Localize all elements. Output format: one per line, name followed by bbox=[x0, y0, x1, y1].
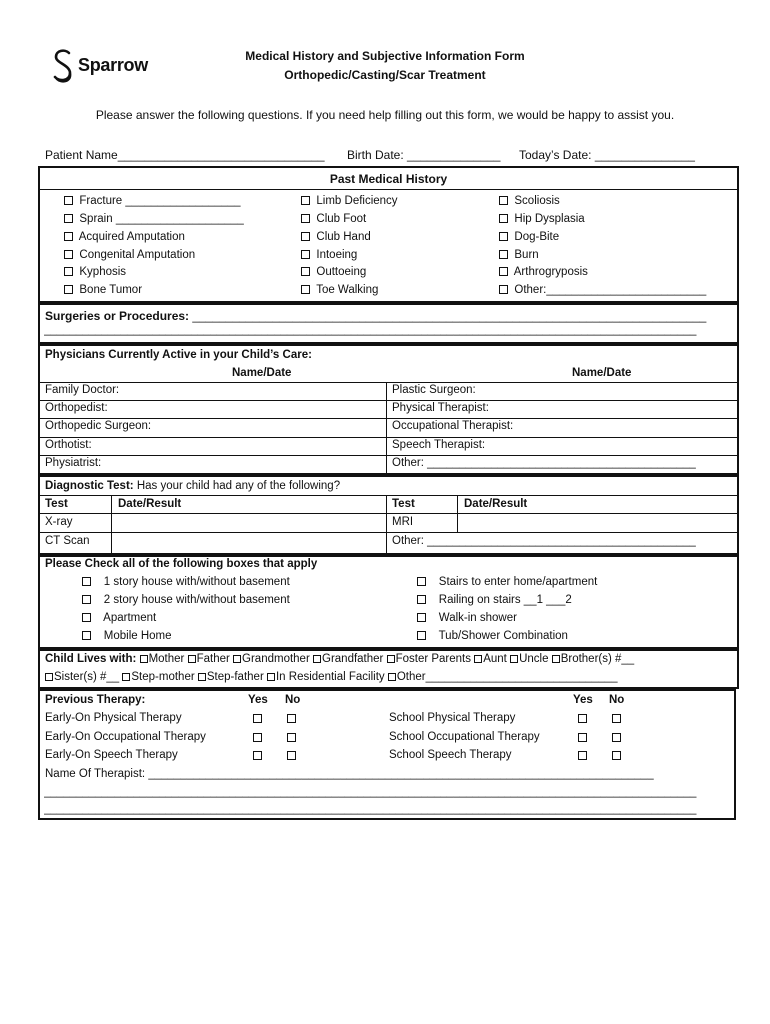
therapy-row-label: Early-On Speech Therapy bbox=[45, 749, 178, 761]
checkbox[interactable] bbox=[552, 655, 560, 663]
child-lives-line-2: Sister(s) #__ Step-mother Step-father In Residential Facility Other______________________________ bbox=[45, 671, 617, 683]
physicians-title: Physicians Currently Active in your Child’s Care: bbox=[45, 349, 312, 361]
child-lives-line-1: Child Lives with: Mother Father Grandmother Grandfather Foster Parents Aunt Uncle Brother(s) #__ bbox=[45, 653, 635, 665]
condition-item[interactable]: Congenital Amputation bbox=[64, 249, 195, 261]
no-checkbox[interactable] bbox=[287, 714, 296, 723]
condition-item[interactable]: Hip Dysplasia bbox=[499, 213, 585, 225]
therapy-row-label: Early-On Physical Therapy bbox=[45, 712, 182, 724]
name-date-header-left: Name/Date bbox=[232, 367, 292, 379]
checkbox[interactable] bbox=[82, 631, 91, 640]
checkbox[interactable] bbox=[122, 673, 130, 681]
name-date-header-right: Name/Date bbox=[572, 367, 632, 379]
no-header-right: No bbox=[609, 694, 625, 706]
therapy-row-label: School Physical Therapy bbox=[389, 712, 516, 724]
checkbox[interactable] bbox=[267, 673, 275, 681]
checkbox[interactable] bbox=[64, 267, 73, 276]
condition-item[interactable]: Arthrogryposis bbox=[499, 266, 588, 278]
diagnostic-row[interactable]: X-ray bbox=[45, 516, 73, 528]
form-subtitle: Orthopedic/Casting/Scar Treatment bbox=[284, 68, 486, 82]
checkbox[interactable] bbox=[387, 655, 395, 663]
checkbox[interactable] bbox=[198, 673, 206, 681]
checkbox[interactable] bbox=[301, 250, 310, 259]
diagnostic-row[interactable]: CT Scan bbox=[45, 535, 90, 547]
checkbox[interactable] bbox=[82, 577, 91, 586]
todays-date-field[interactable]: Today’s Date: _______________ bbox=[519, 148, 695, 162]
yes-header-left: Yes bbox=[248, 694, 268, 706]
checkbox[interactable] bbox=[64, 196, 73, 205]
test-header-right: Test bbox=[392, 498, 415, 510]
condition-item[interactable]: Acquired Amputation bbox=[64, 231, 185, 243]
yes-checkbox[interactable] bbox=[253, 733, 262, 742]
condition-item[interactable]: Limb Deficiency bbox=[301, 195, 398, 207]
logo-text: Sparrow bbox=[78, 55, 148, 75]
physician-row[interactable]: Plastic Surgeon: bbox=[392, 384, 476, 396]
home-item[interactable]: 1 story house with/without basement bbox=[82, 576, 290, 588]
condition-item[interactable]: Toe Walking bbox=[301, 284, 378, 296]
condition-item[interactable]: Sprain ____________________ bbox=[64, 213, 244, 225]
no-checkbox[interactable] bbox=[612, 751, 621, 760]
diagnostic-row[interactable]: Other: __________________________________________ bbox=[392, 535, 696, 547]
condition-item[interactable]: Other:_________________________ bbox=[499, 284, 706, 296]
home-item[interactable]: Walk-in shower bbox=[417, 612, 517, 624]
checkbox[interactable] bbox=[64, 232, 73, 241]
checkbox[interactable] bbox=[388, 673, 396, 681]
checkbox[interactable] bbox=[64, 214, 73, 223]
checkbox[interactable] bbox=[301, 214, 310, 223]
checkbox[interactable] bbox=[499, 214, 508, 223]
checkbox[interactable] bbox=[82, 613, 91, 622]
checkbox[interactable] bbox=[499, 285, 508, 294]
checkbox[interactable] bbox=[301, 267, 310, 276]
yes-checkbox[interactable] bbox=[253, 714, 262, 723]
surgeries-field[interactable]: Surgeries or Procedures: _____________________________________________________________________________ bbox=[45, 309, 707, 323]
checkbox[interactable] bbox=[417, 613, 426, 622]
physician-row[interactable]: Orthopedic Surgeon: bbox=[45, 420, 152, 432]
result-header-left: Date/Result bbox=[118, 498, 182, 510]
checkbox[interactable] bbox=[140, 655, 148, 663]
test-header-left: Test bbox=[45, 498, 68, 510]
therapist-blank-line[interactable]: ______________________________________________________________________________________________________ bbox=[44, 786, 697, 798]
physician-row[interactable]: Physical Therapist: bbox=[392, 402, 489, 414]
birth-date-field[interactable]: Birth Date: ______________ bbox=[347, 148, 501, 162]
condition-item[interactable]: Intoeing bbox=[301, 249, 357, 261]
physician-row[interactable]: Occupational Therapist: bbox=[392, 420, 514, 432]
checkbox[interactable] bbox=[474, 655, 482, 663]
condition-item[interactable]: Club Hand bbox=[301, 231, 371, 243]
checkbox[interactable] bbox=[499, 250, 508, 259]
checkbox[interactable] bbox=[499, 196, 508, 205]
yes-header-right: Yes bbox=[573, 694, 593, 706]
patient-name-field[interactable]: Patient Name_______________________________ bbox=[45, 148, 325, 162]
no-checkbox[interactable] bbox=[287, 733, 296, 742]
checkbox[interactable] bbox=[499, 267, 508, 276]
yes-checkbox[interactable] bbox=[578, 714, 587, 723]
past-history-title: Past Medical History bbox=[329, 172, 448, 186]
checkbox[interactable] bbox=[45, 673, 53, 681]
physician-row[interactable]: Orthotist: bbox=[45, 439, 92, 451]
checkbox[interactable] bbox=[417, 631, 426, 640]
checkbox[interactable] bbox=[188, 655, 196, 663]
checkbox[interactable] bbox=[64, 250, 73, 259]
home-item[interactable]: Apartment bbox=[82, 612, 156, 624]
condition-item[interactable]: Outtoeing bbox=[301, 266, 366, 278]
checkbox[interactable] bbox=[233, 655, 241, 663]
checkbox[interactable] bbox=[301, 285, 310, 294]
home-item[interactable]: Tub/Shower Combination bbox=[417, 630, 568, 642]
physician-row[interactable]: Speech Therapist: bbox=[392, 439, 486, 451]
checkbox[interactable] bbox=[313, 655, 321, 663]
home-item[interactable]: Railing on stairs __1 ___2 bbox=[417, 594, 572, 606]
home-item[interactable]: 2 story house with/without basement bbox=[82, 594, 290, 606]
checkbox[interactable] bbox=[417, 577, 426, 586]
physician-row[interactable]: Orthopedist: bbox=[45, 402, 108, 414]
therapist-name-field[interactable]: Name Of Therapist: _______________________________________________________________________________ bbox=[45, 768, 654, 780]
checkbox[interactable] bbox=[499, 232, 508, 241]
yes-checkbox[interactable] bbox=[578, 751, 587, 760]
no-header-left: No bbox=[285, 694, 301, 706]
checkbox[interactable] bbox=[510, 655, 518, 663]
home-item[interactable]: Mobile Home bbox=[82, 630, 172, 642]
diagnostic-row[interactable]: MRI bbox=[392, 516, 414, 528]
therapy-title: Previous Therapy: bbox=[45, 694, 146, 706]
no-checkbox[interactable] bbox=[612, 714, 621, 723]
physician-row[interactable]: Family Doctor: bbox=[45, 384, 120, 396]
therapy-row-label: Early-On Occupational Therapy bbox=[45, 731, 206, 743]
checkbox[interactable] bbox=[417, 595, 426, 604]
home-title: Please Check all of the following boxes that apply bbox=[45, 558, 318, 570]
intro-text: Please answer the following questions. If you need help filling out this form, we would be happy to assist you. bbox=[95, 108, 675, 122]
checkbox[interactable] bbox=[82, 595, 91, 604]
condition-item[interactable]: Fracture __________________ bbox=[64, 195, 241, 207]
diagnostic-title: Diagnostic Test: Has your child had any of the following? bbox=[45, 480, 341, 492]
therapist-blank-line[interactable]: ______________________________________________________________________________________________________ bbox=[44, 803, 697, 815]
therapy-row-label: School Occupational Therapy bbox=[389, 731, 540, 743]
form-title: Medical History and Subjective Information Form bbox=[245, 49, 525, 63]
surgeries-line-2[interactable]: ______________________________________________________________________________________________________ bbox=[44, 324, 697, 336]
physician-row[interactable]: Other: __________________________________________ bbox=[392, 457, 696, 469]
checkbox[interactable] bbox=[301, 232, 310, 241]
result-header-right: Date/Result bbox=[464, 498, 528, 510]
checkbox[interactable] bbox=[301, 196, 310, 205]
condition-item[interactable]: Bone Tumor bbox=[64, 284, 142, 296]
yes-checkbox[interactable] bbox=[253, 751, 262, 760]
no-checkbox[interactable] bbox=[287, 751, 296, 760]
yes-checkbox[interactable] bbox=[578, 733, 587, 742]
condition-item[interactable]: Kyphosis bbox=[64, 266, 126, 278]
condition-item[interactable]: Burn bbox=[499, 249, 539, 261]
home-item[interactable]: Stairs to enter home/apartment bbox=[417, 576, 597, 588]
physician-row[interactable]: Physiatrist: bbox=[45, 457, 102, 469]
checkbox[interactable] bbox=[64, 285, 73, 294]
condition-item[interactable]: Scoliosis bbox=[499, 195, 560, 207]
no-checkbox[interactable] bbox=[612, 733, 621, 742]
therapy-row-label: School Speech Therapy bbox=[389, 749, 512, 761]
condition-item[interactable]: Dog-Bite bbox=[499, 231, 559, 243]
condition-item[interactable]: Club Foot bbox=[301, 213, 366, 225]
